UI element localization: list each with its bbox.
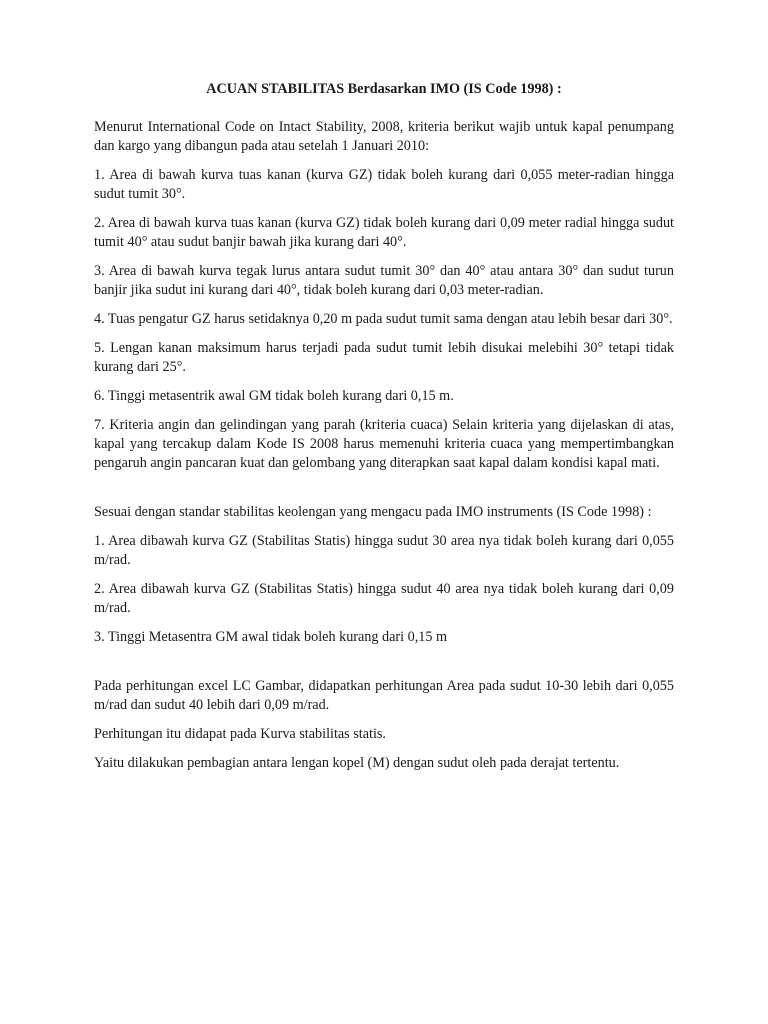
criteria-item-3: 3. Area di bawah kurva tegak lurus antara sudut tumit 30° dan 40° atau antara 30° dan sudut turun banjir jika sudut ini kurang dari 40°, tidak boleh kurang dari 0,03 meter-radian. <box>94 263 674 298</box>
criteria-item-4: 4. Tuas pengatur GZ harus setidaknya 0,20 m pada sudut tumit sama dengan atau lebih besar dari 30°. <box>94 311 673 327</box>
standard-item-2: 2. Area dibawah kurva GZ (Stabilitas Statis) hingga sudut 40 area nya tidak boleh kurang dari 0,09 m/rad. <box>94 581 674 616</box>
standard-item-3: 3. Tinggi Metasentra GM awal tidak boleh kurang dari 0,15 m <box>94 629 448 645</box>
criteria-item-6: 6. Tinggi metasentrik awal GM tidak boleh kurang dari 0,15 m. <box>94 388 454 404</box>
criteria-item-5: 5. Lengan kanan maksimum harus terjadi pada sudut tumit lebih disukai melebihi 30° tetapi tidak kurang dari 25°. <box>94 340 674 375</box>
section-spacer <box>94 657 674 677</box>
section-spacer <box>94 483 674 503</box>
intro-paragraph: Menurut International Code on Intact Stability, 2008, kriteria berikut wajib untuk kapal penumpang dan kargo yang dibangun pada atau setelah 1 Januari 2010: <box>94 119 674 154</box>
conclusion-paragraph-1: Pada perhitungan excel LC Gambar, didapatkan perhitungan Area pada sudut 10-30 lebih dari 0,055 m/rad dan sudut 40 lebih dari 0,09 m/rad. <box>94 678 674 713</box>
document-page <box>94 80 674 783</box>
criteria-item-2: 2. Area di bawah kurva tuas kanan (kurva GZ) tidak boleh kurang dari 0,09 meter radial hingga sudut tumit 40° atau sudut banjir bawah jika kurang dari 40°. <box>94 215 674 250</box>
standard-intro-paragraph: Sesuai dengan standar stabilitas keolengan yang mengacu pada IMO instruments (IS Code 1998) : <box>94 504 652 520</box>
criteria-item-7: 7. Kriteria angin dan gelindingan yang parah (kriteria cuaca) Selain kriteria yang dijelaskan di atas, kapal yang tercakup dalam Kode IS 2008 harus memenuhi kriteria cuaca yang mempertimbangkan pengaruh angin pancaran kuat dan gelombang yang diterapkan saat kapal dalam kondisi kapal mati. <box>94 417 674 471</box>
criteria-item-1: 1. Area di bawah kurva tuas kanan (kurva GZ) tidak boleh kurang dari 0,055 meter-radian hingga sudut tumit 30°. <box>94 167 674 202</box>
standard-item-1: 1. Area dibawah kurva GZ (Stabilitas Statis) hingga sudut 30 area nya tidak boleh kurang dari 0,055 m/rad. <box>94 533 674 568</box>
conclusion-paragraph-3: Yaitu dilakukan pembagian antara lengan kopel (M) dengan sudut oleh pada derajat tertentu. <box>94 755 620 771</box>
document-title: ACUAN STABILITAS Berdasarkan IMO (IS Code 1998) : <box>206 81 562 97</box>
conclusion-paragraph-2: Perhitungan itu didapat pada Kurva stabilitas statis. <box>94 726 386 742</box>
